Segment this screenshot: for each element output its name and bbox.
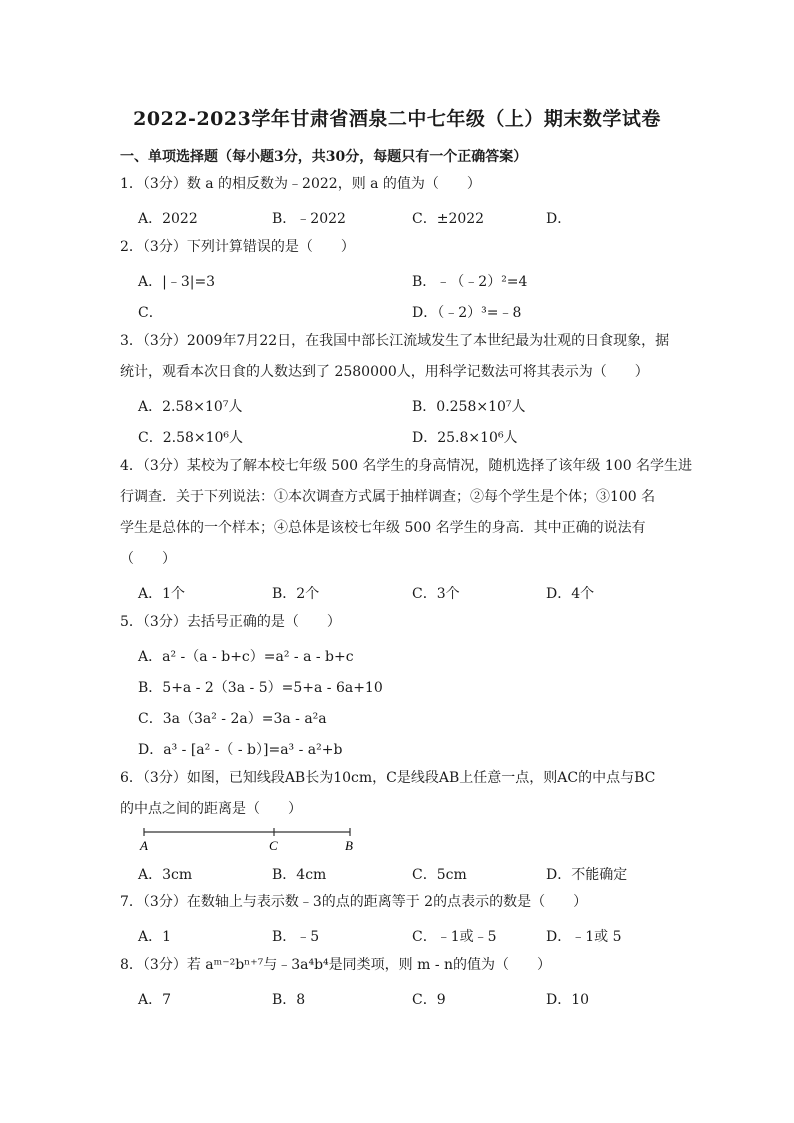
option-b: B．﹣（﹣2）²=4 [412,274,528,290]
question-8-stem: 8．（3分）若 aᵐ⁻²bⁿ⁺⁷与﹣3a⁴b⁴是同类项，则 m - n的值为（ ） [120,957,552,973]
question-4-stem-line-4: （ ） [120,551,176,567]
option-b: B．8 [272,992,306,1008]
question-4-stem-line-1: 4．（3分）某校为了解本校七年级 500 名学生的身高情况，随机选择了该年级 100 名学生进 [120,458,693,474]
option-b: B．2个 [272,586,320,602]
option-d: D．10 [546,992,590,1008]
option-c: C．9 [412,992,446,1008]
option-d: D．（﹣2）³=﹣8 [412,305,522,321]
option-b: B．﹣2022 [272,211,346,227]
question-4-stem-line-3: 学生是总体的一个样本；④总体是该校七年级 500 名学生的身高．其中正确的说法有 [120,520,646,536]
option-b: B．﹣5 [272,929,320,945]
question-6 [120,763,680,825]
question-7-stem: 7．（3分）在数轴上与表示数﹣3的点的距离等于 2的点表示的数是（ ） [120,894,588,910]
question-2 [120,232,680,263]
option-c: C．3个 [412,586,460,602]
option-a: A．a² -（a - b+c）=a² - a - b+c [138,649,354,665]
question-8 [120,950,680,981]
option-d: D．﹣1或 5 [546,929,622,945]
question-7 [120,887,680,918]
option-a: A．3cm [138,867,193,883]
option-a: A．1 [138,929,172,945]
option-d: D． [546,211,572,227]
option-d: D．不能确定 [546,867,628,883]
point-label-c: C [269,838,278,853]
question-5-stem: 5．（3分）去括号正确的是（ ） [120,614,341,630]
option-a: A．7 [138,992,172,1008]
option-c: C． [138,305,163,321]
question-2-stem: 2．（3分）下列计算错误的是（ ） [120,239,355,255]
option-a: A．2.58×10⁷人 [138,399,243,415]
point-label-a: A [140,838,148,853]
exam-title: 2022-2023学年甘肃省酒泉二中七年级（上）期末数学试卷 [133,108,661,130]
option-b: B．5+a - 2（3a - 5）=5+a - 6a+10 [138,680,383,696]
question-3-stem-line-2: 统计，观看本次日食的人数达到了 2580000人，用科学记数法可将其表示为（ ） [120,364,649,380]
option-c: C．2.58×10⁶人 [138,430,244,446]
question-5 [120,607,680,638]
option-a: A．1个 [138,586,186,602]
option-c: C．﹣1或﹣5 [412,929,497,945]
question-1-stem: 1．（3分）数 a 的相反数为﹣2022，则 a 的值为（ ） [120,176,481,192]
option-c: C．3a（3a² - 2a）=3a - a²a [138,711,327,727]
question-6-stem-line-2: 的中点之间的距离是（ ） [120,801,302,817]
question-3-stem-line-1: 3．（3分）2009年7月22日，在我国中部长江流域发生了本世纪最为壮观的日食现象，据 [120,333,670,349]
option-a: A．2022 [138,211,198,227]
segment-figure [138,824,368,854]
option-c: C．±2022 [412,211,485,227]
point-label-b: B [345,838,353,853]
option-d: D．a³ - [a² -（ - b）]=a³ - a²+b [138,742,343,758]
question-4 [120,451,693,575]
option-d: D．25.8×10⁶人 [412,430,518,446]
question-4-stem-line-2: 行调查．关于下列说法：①本次调查方式属于抽样调查；②每个学生是个体；③100 名 [120,489,656,505]
option-a: A．|﹣3|=3 [138,274,216,290]
option-b: B．4cm [272,867,327,883]
section-heading: 一、单项选择题（每小题3分，共30分，每题只有一个正确答案） [120,149,528,165]
option-c: C．5cm [412,867,467,883]
question-6-stem-line-1: 6．（3分）如图，已知线段AB长为10cm，C是线段AB上任意一点，则AC的中点与BC [120,770,656,786]
question-3 [120,326,680,388]
question-1 [120,169,680,200]
option-b: B．0.258×10⁷人 [412,399,526,415]
option-d: D．4个 [546,586,595,602]
